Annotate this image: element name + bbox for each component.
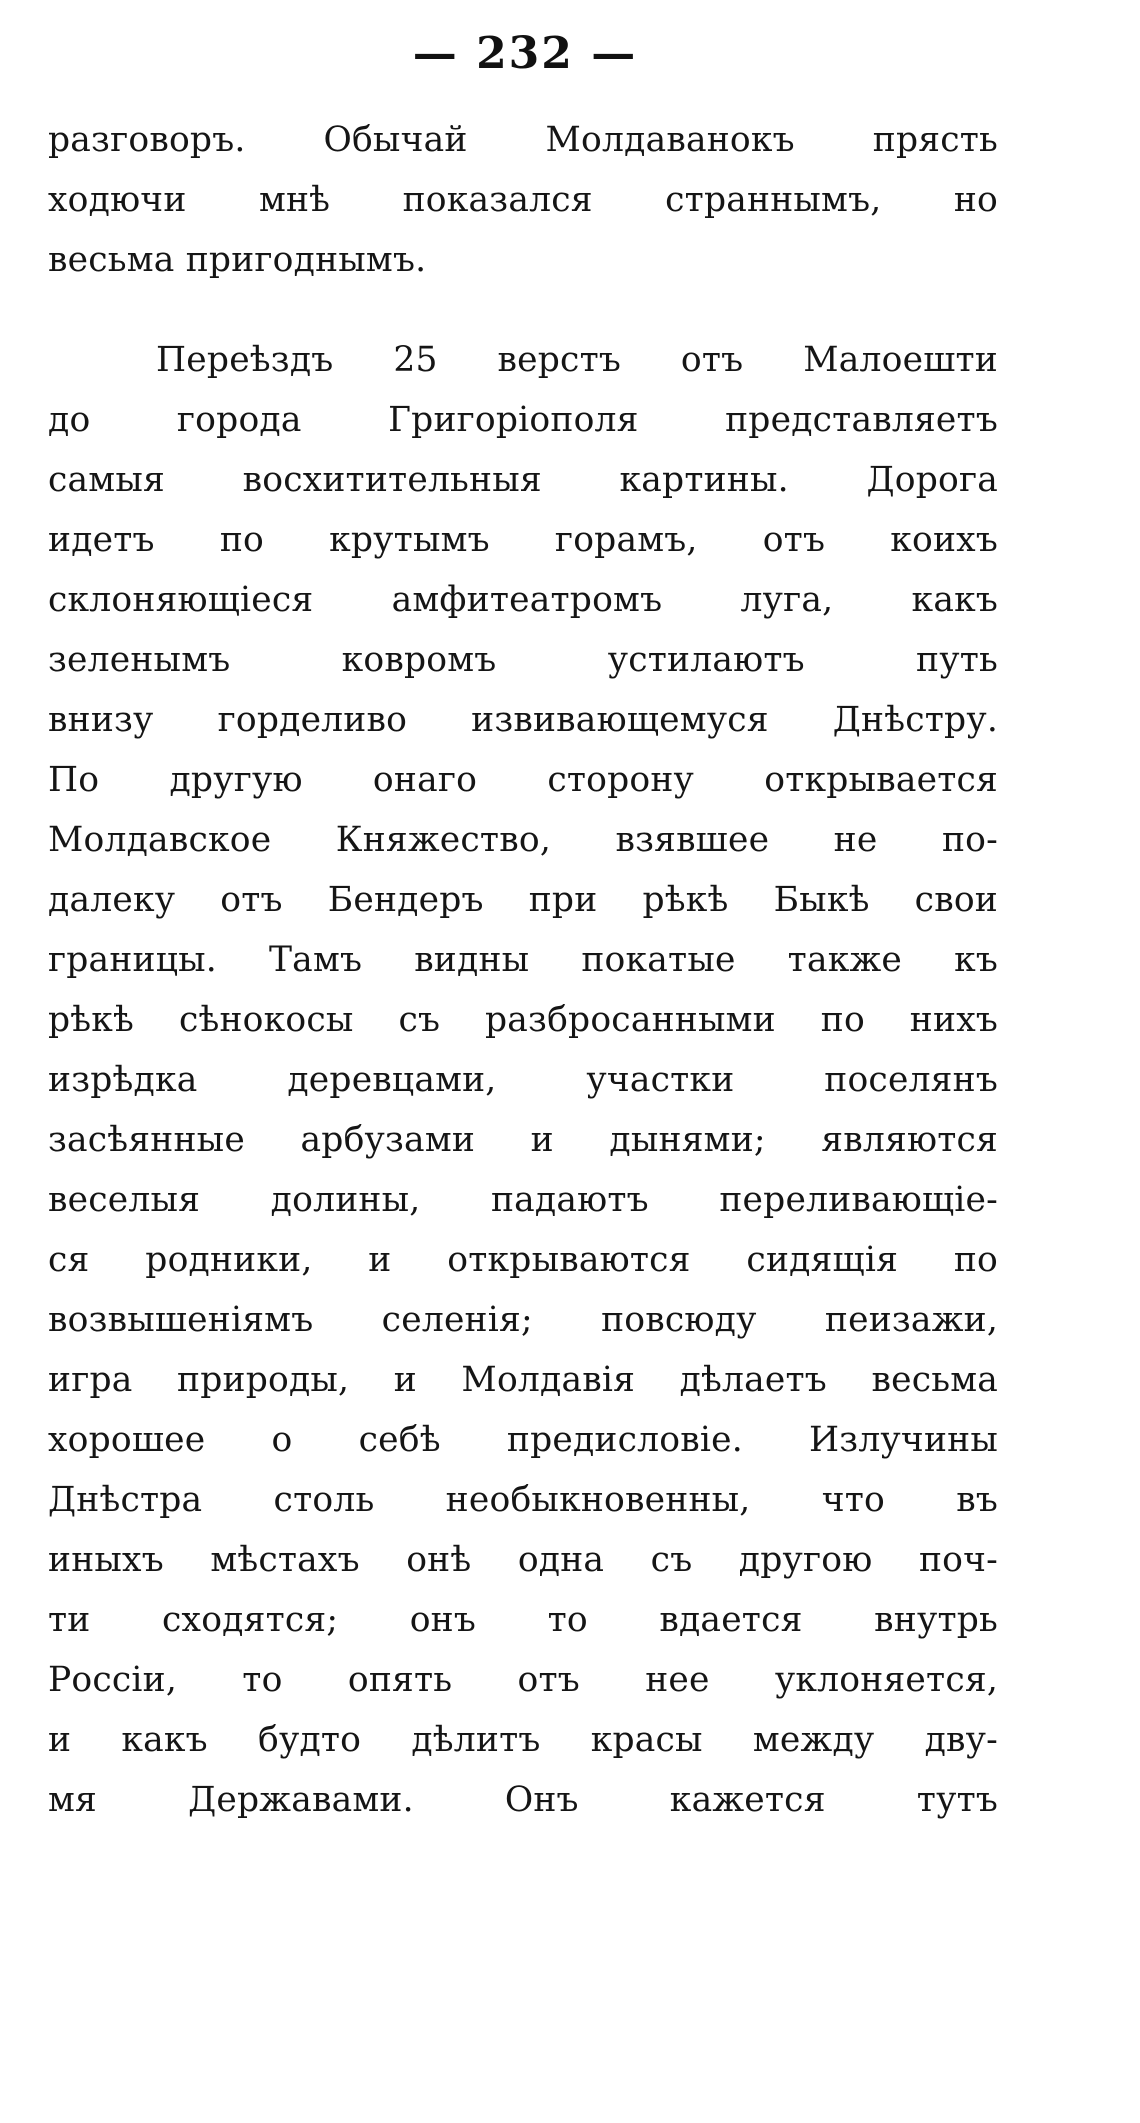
text-line: разговоръ. Обычай Молдаванокъ прясть — [48, 120, 998, 160]
text-line: засѣянные арбузами и дынями; являются — [48, 1120, 998, 1160]
text-line: и какъ будто дѣлитъ красы между дву- — [48, 1720, 998, 1760]
text-line: внизу горделиво извивающемуся Днѣстру. — [48, 700, 998, 740]
text-line: мя Державами. Онъ кажется тутъ — [48, 1780, 998, 1820]
text-line: зеленымъ ковромъ устилаютъ путь — [48, 640, 998, 680]
text-line: возвышеніямъ селенія; повсюду пеизажи, — [48, 1300, 998, 1340]
text-line: Переѣздъ 25 верстъ отъ Малоешти — [156, 340, 998, 380]
text-line: границы. Тамъ видны покатые также къ — [48, 940, 998, 980]
text-line: ти сходятся; онъ то вдается внутрь — [48, 1600, 998, 1640]
text-line: далеку отъ Бендеръ при рѣкѣ Быкѣ свои — [48, 880, 998, 920]
text-line: веселыя долины, падаютъ переливающіе- — [48, 1180, 998, 1220]
paragraph-2 — [48, 330, 998, 1830]
text-line: ся родники, и открываются сидящія по — [48, 1240, 998, 1280]
text-line: до города Григоріополя представляетъ — [48, 400, 998, 440]
text-line: По другую онаго сторону открывается — [48, 760, 998, 800]
text-line: самыя восхитительныя картины. Дорога — [48, 460, 998, 500]
paragraph-1 — [48, 110, 998, 290]
text-line: хорошее о себѣ предисловіе. Излучины — [48, 1420, 998, 1460]
text-line: Днѣстра столь необыкновенны, что въ — [48, 1480, 998, 1520]
text-line: Молдавское Княжество, взявшее не по- — [48, 820, 998, 860]
text-line: Россіи, то опять отъ нее уклоняется, — [48, 1660, 998, 1700]
text-line: иныхъ мѣстахъ онѣ одна съ другою поч- — [48, 1540, 998, 1580]
text-line: ходючи мнѣ показался страннымъ, но — [48, 180, 998, 220]
text-line: рѣкѣ сѣнокосы съ разбросанными по нихъ — [48, 1000, 998, 1040]
text-line: весьма пригоднымъ. — [48, 240, 427, 280]
page-number: — 232 — — [412, 28, 638, 79]
text-line: склоняющіеся амфитеатромъ луга, какъ — [48, 580, 998, 620]
text-line: изрѣдка деревцами, участки поселянъ — [48, 1060, 998, 1100]
text-line: идетъ по крутымъ горамъ, отъ коихъ — [48, 520, 998, 560]
text-line: игра природы, и Молдавія дѣлаетъ весьма — [48, 1360, 998, 1400]
